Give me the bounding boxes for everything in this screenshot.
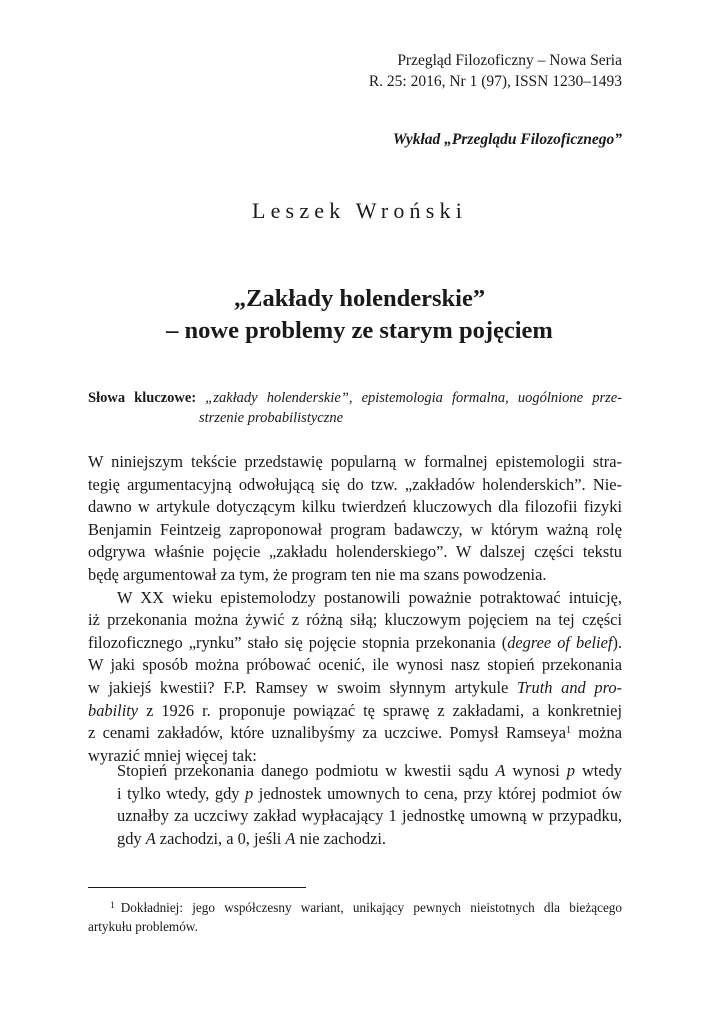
block-quote (117, 760, 622, 850)
keywords-line-1 (88, 388, 622, 408)
italic-term: degree of belief (507, 632, 613, 652)
paragraph-line (88, 722, 622, 745)
paragraph-line: W jaki sposób można próbować ocenić, ile wynosi nasz stopień przekonania (88, 655, 622, 675)
keywords-line-2: strzenie probabilistyczne (199, 410, 344, 426)
paragraph-line: W XX wieku epistemolodzy postanowili poważnie potraktować intuicję, (117, 587, 622, 607)
paragraph-line: tegię argumentacyjną odwołującą się do tzw. „zakładów holenderskich”. Nie- (88, 474, 622, 494)
title-line-2: – nowe problemy ze starym pojęciem (166, 317, 553, 344)
paragraph-line (88, 700, 622, 723)
text-run: Stopień przekonania danego podmiotu w kwestii sądu (117, 761, 496, 780)
paragraph-line: W niniejszym tekście przedstawię popularną w formalnej epistemologii stra- (88, 452, 622, 471)
journal-name: Przegląd Filozoficzny – Nowa Seria (397, 52, 622, 69)
article-title-ref: bability (88, 700, 139, 720)
text-run: jednostek umownych to cena, przy której podmiot ów (253, 783, 622, 803)
footnote-ref[interactable]: 1 (565, 725, 571, 737)
paragraph-line: odgrywa właśnie pojęcie „zakładu holenderskiego”. W dalszej części tekstu (88, 542, 622, 562)
text-run: można (570, 723, 622, 743)
paragraph-line: iż przekonania można żywić z różną siłą; kluczowym pojęciem na tej części (88, 610, 622, 630)
variable-A: A (285, 828, 296, 848)
quote-line (117, 760, 622, 783)
variable-A: A (145, 828, 156, 848)
paragraph-line (88, 632, 622, 655)
text-run: gdy (117, 828, 146, 848)
footnote-line: artykułu problemów. (88, 919, 198, 934)
paragraph-1 (88, 451, 622, 587)
quote-line (117, 783, 622, 806)
paragraph-2 (88, 587, 622, 768)
variable-A: A (495, 761, 506, 780)
text-run: nie zachodzi. (295, 828, 386, 848)
footnote (88, 897, 622, 936)
text-run: i tylko wtedy, gdy (117, 783, 246, 803)
text-run: ). (612, 632, 622, 652)
author-name: Leszek Wroński (251, 198, 468, 223)
footnote-line (88, 897, 622, 917)
journal-issue: R. 25: 2016, Nr 1 (97), ISSN 1230–1493 (368, 73, 622, 90)
footnote-divider (88, 887, 306, 888)
paragraph-line: będę argumentował za tym, że program ten nie ma szans powodzenia. (88, 564, 547, 584)
paragraph-line: wyrazić mniej więcej tak: (88, 745, 257, 765)
paragraph-line (88, 677, 622, 700)
paragraph-line: Benjamin Feintzeig zaproponował program badawczy, w którym ważną rolę (88, 519, 622, 539)
text-run: wynosi (505, 761, 567, 780)
journal-header (369, 50, 622, 92)
variable-p: p (566, 761, 575, 780)
lecture-label: Wykład „Przeglądu Filozoficznego” (392, 131, 622, 148)
quote-line: uznałby za uczciwy zakład wypłacający 1 jednostkę umowną w przypadku, (117, 806, 622, 826)
article-title (0, 283, 719, 347)
text-run: z cenami zakładów, które uznalibyśmy za uczciwe. Pomysł Ramseya (88, 723, 566, 743)
footnote-mark: 1 (110, 901, 115, 911)
article-title-ref: Truth and pro- (516, 677, 622, 697)
text-run: wtedy (574, 761, 623, 780)
text-run: w jakiejś kwestii? F.P. Ramsey w swoim słynnym artykule (88, 677, 517, 697)
article-body (88, 451, 622, 767)
variable-p: p (245, 783, 254, 803)
text-run: filozoficznego „rynku” stało się pojęcie stopnia przekonania ( (88, 632, 508, 652)
keywords-label: Słowa kluczowe: (88, 390, 197, 406)
text-run: z 1926 r. proponuje powiązać tę sprawę z zakładami, a konkretniej (138, 700, 622, 720)
paragraph-line: dawno w artykule dotyczącym kilku twierdzeń kluczowych dla filozofii fizyki (88, 497, 622, 517)
title-line-1: „Zakłady holenderskie” (233, 285, 486, 312)
footnote-text: Dokładniej: jego współczesny wariant, unikający pewnych nieistotnych dla bieżącego (120, 900, 622, 915)
keywords (88, 388, 622, 428)
quote-line (117, 828, 622, 851)
text-run: zachodzi, a 0, jeśli (155, 828, 286, 848)
keywords-text-1: „zakłady holenderskie”, epistemologia formalna, uogólnione prze- (205, 390, 623, 406)
